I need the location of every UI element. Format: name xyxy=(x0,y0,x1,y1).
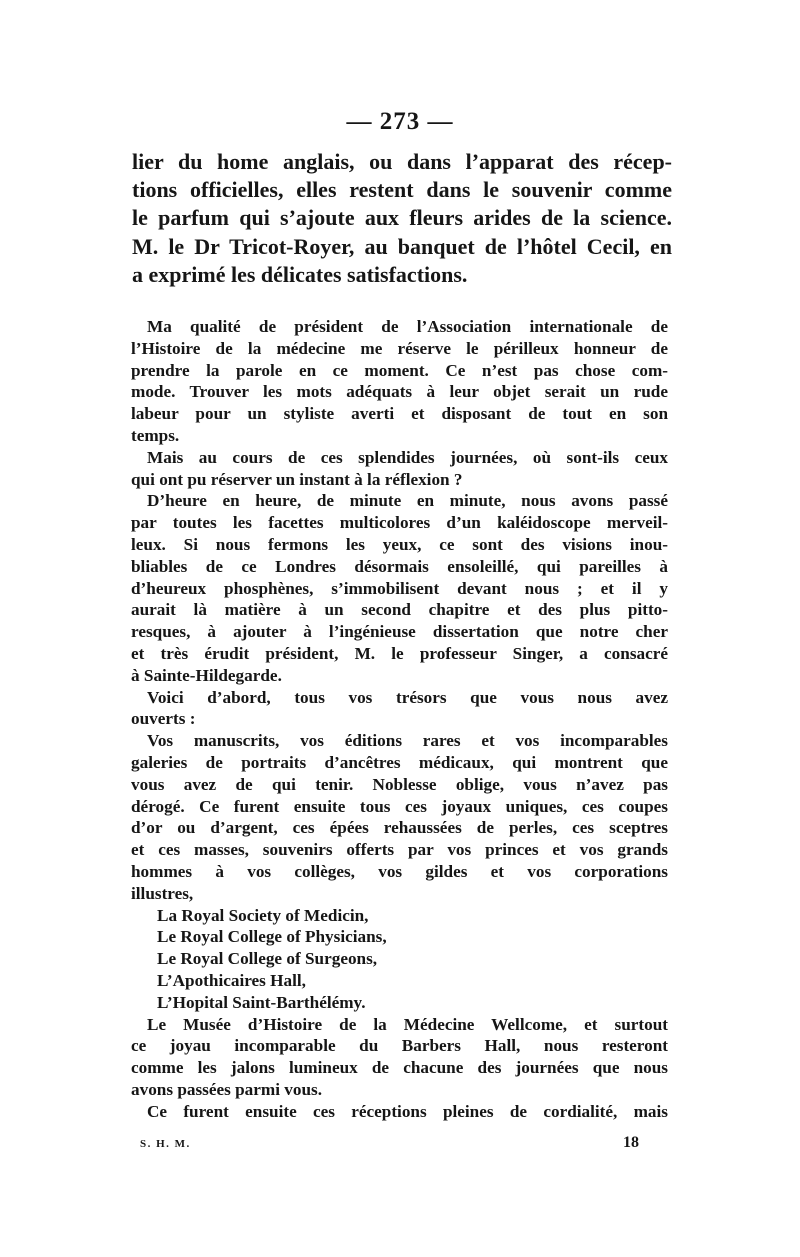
text-line: a exprimé les délicates satisfactions. xyxy=(132,261,468,287)
text-line: ouverts : xyxy=(131,709,196,729)
text-line: d’or ou d’argent, ces épées rehaussées de perles, ces sceptres xyxy=(131,818,668,838)
text-line: à Sainte-Hildegarde. xyxy=(131,665,282,685)
text-line: temps. xyxy=(131,425,180,445)
text-line: et très érudit président, M. le professeur Singer, a consacré xyxy=(131,643,668,663)
speech-body xyxy=(131,316,668,1122)
lead-paragraph xyxy=(132,148,672,289)
text-line: prendre la parole en ce moment. Ce n’est pas chose com- xyxy=(131,360,668,380)
list-item: L’Apothicaires Hall, xyxy=(157,970,306,990)
text-line: l’Histoire de la médecine me réserve le périlleux honneur de xyxy=(131,338,668,358)
list-item: La Royal Society of Medicin, xyxy=(157,905,369,925)
text-line: resques, à ajouter à l’ingénieuse dissertation que notre cher xyxy=(131,622,668,642)
signature-mark: S. H. M. xyxy=(140,1138,191,1150)
text-line: le parfum qui s’ajoute aux fleurs arides de la science. xyxy=(132,205,672,231)
text-line: D’heure en heure, de minute en minute, nous avons passé xyxy=(147,491,668,511)
text-line: avons passées parmi vous. xyxy=(131,1079,323,1099)
page-footer xyxy=(140,1134,640,1156)
text-line: bliables de ce Londres désormais ensoleillé, qui pareilles à xyxy=(131,556,668,576)
text-line: dérogé. Ce furent ensuite tous ces joyaux uniques, ces coupes xyxy=(131,796,668,816)
text-line: tions officielles, elles restent dans le souvenir comme xyxy=(132,177,672,203)
text-line: Ma qualité de président de l’Association internationale de xyxy=(147,317,668,336)
text-line: par toutes les facettes multicolores d’un kaléidoscope merveil- xyxy=(131,513,668,533)
text-line: M. le Dr Tricot-Royer, au banquet de l’hôtel Cecil, en xyxy=(132,233,672,259)
text-line: hommes à vos collèges, vos gildes et vos corporations xyxy=(131,861,668,881)
text-line: d’heureux phosphènes, s’immobilisent devant nous ; et il y xyxy=(131,578,668,598)
list-item: Le Royal College of Physicians, xyxy=(157,927,387,947)
text-line: Vos manuscrits, vos éditions rares et vos incomparables xyxy=(147,731,668,751)
sheet-number: 18 xyxy=(623,1134,639,1151)
text-line: Voici d’abord, tous vos trésors que vous nous avez xyxy=(147,687,668,707)
text-line: lier du home anglais, ou dans l’apparat des récep- xyxy=(132,149,672,174)
text-line: qui ont pu réserver un instant à la réflexion ? xyxy=(131,469,463,489)
text-line: Ce furent ensuite ces réceptions pleines de cordialité, mais xyxy=(147,1101,668,1121)
text-line: et ces masses, souvenirs offerts par vos princes et vos grands xyxy=(131,840,668,860)
page-number-header: — 273 — xyxy=(346,108,454,135)
text-line: Le Musée d’Histoire de la Médecine Wellcome, et surtout xyxy=(147,1014,668,1034)
text-line: Mais au cours de ces splendides journées, où sont-ils ceux xyxy=(147,447,668,467)
text-line: leux. Si nous fermons les yeux, ce sont des visions inou- xyxy=(131,534,668,554)
text-line: labeur pour un styliste averti et disposant de tout en son xyxy=(131,404,668,424)
text-line: vous avez de qui tenir. Noblesse oblige, vous n’avez pas xyxy=(131,774,668,794)
list-item: Le Royal College of Surgeons, xyxy=(157,949,378,969)
list-item: L’Hopital Saint-Barthélémy. xyxy=(157,992,366,1012)
text-line: ce joyau incomparable du Barbers Hall, nous resteront xyxy=(131,1036,668,1056)
text-line: galeries de portraits d’ancêtres médicaux, qui montrent que xyxy=(131,752,668,772)
text-line: illustres, xyxy=(131,883,194,903)
text-line: mode. Trouver les mots adéquats à leur objet serait un rude xyxy=(131,382,668,402)
text-line: comme les jalons lumineux de chacune des journées que nous xyxy=(131,1058,668,1078)
text-line: aurait là matière à un second chapitre et des plus pitto- xyxy=(131,600,668,620)
